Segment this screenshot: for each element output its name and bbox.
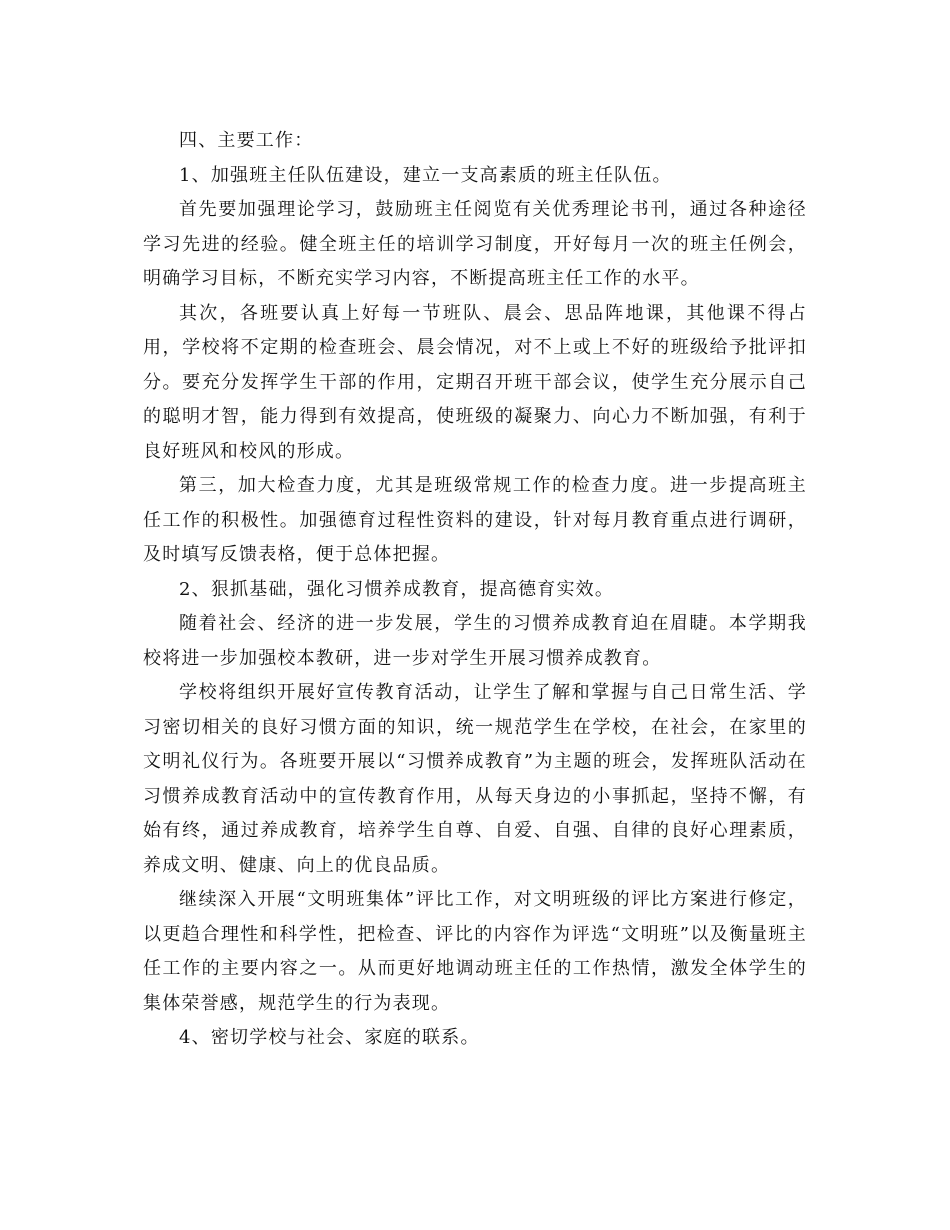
paragraph-habit-education: 随着社会、经济的进一步发展，学生的习惯养成教育迫在眉睫。本学期我校将进一步加强校本教研，进一步对学生开展习惯养成教育。: [143, 613, 807, 669]
item-heading-2: 2、狠抓基础，强化习惯养成教育，提高德育实效。: [179, 578, 615, 600]
document-body: [143, 124, 807, 1056]
paragraph-civilized-class: 继续深入开展“文明班集体”评比工作，对文明班级的评比方案进行修定，以更趋合理性和科学性，把检查、评比的内容作为评选“文明班”以及衡量班主任工作的主要内容之一。从而更好地调动班主任的工作热情，激发全体学生的集体荣誉感，规范学生的行为表现。: [143, 889, 807, 1014]
paragraph-publicity-activities: 学校将组织开展好宣传教育活动，让学生了解和掌握与自己日常生活、学习密切相关的良好习惯方面的知识，统一规范学生在学校，在社会，在家里的文明礼仪行为。各班要开展以“习惯养成教育”为主题的班会，发挥班队活动在习惯养成教育活动中的宣传教育作用，从每天身边的小事抓起，坚持不懈，有始有终，通过养成教育，培养学生自尊、自爱、自强、自律的良好心理素质，养成文明、健康、向上的优良品质。: [143, 682, 807, 876]
section-heading-main-work: 四、主要工作：: [179, 130, 314, 151]
paragraph-inspection: 第三，加大检查力度，尤其是班级常规工作的检查力度。进一步提高班主任工作的积极性。加强德育过程性资料的建设，针对每月教育重点进行调研，及时填写反馈表格，便于总体把握。: [143, 475, 807, 565]
paragraph-class-meetings: 其次，各班要认真上好每一节班队、晨会、思品阵地课，其他课不得占用，学校将不定期的检查班会、晨会情况，对不上或上不好的班级给予批评扣分。要充分发挥学生干部的作用，定期召开班干部会议，使学生充分展示自己的聪明才智，能力得到有效提高，使班级的凝聚力、向心力不断加强，有利于良好班风和校风的形成。: [143, 302, 807, 462]
item-heading-4: 4、密切学校与社会、家庭的联系。: [179, 1027, 480, 1048]
paragraph-theory-study: 首先要加强理论学习，鼓励班主任阅览有关优秀理论书刊，通过各种途径学习先进的经验。健全班主任的培训学习制度，开好每月一次的班主任例会，明确学习目标，不断充实学习内容，不断提高班主任工作的水平。: [143, 199, 807, 289]
item-heading-1: 1、加强班主任队伍建设，建立一支高素质的班主任队伍。: [179, 164, 672, 186]
